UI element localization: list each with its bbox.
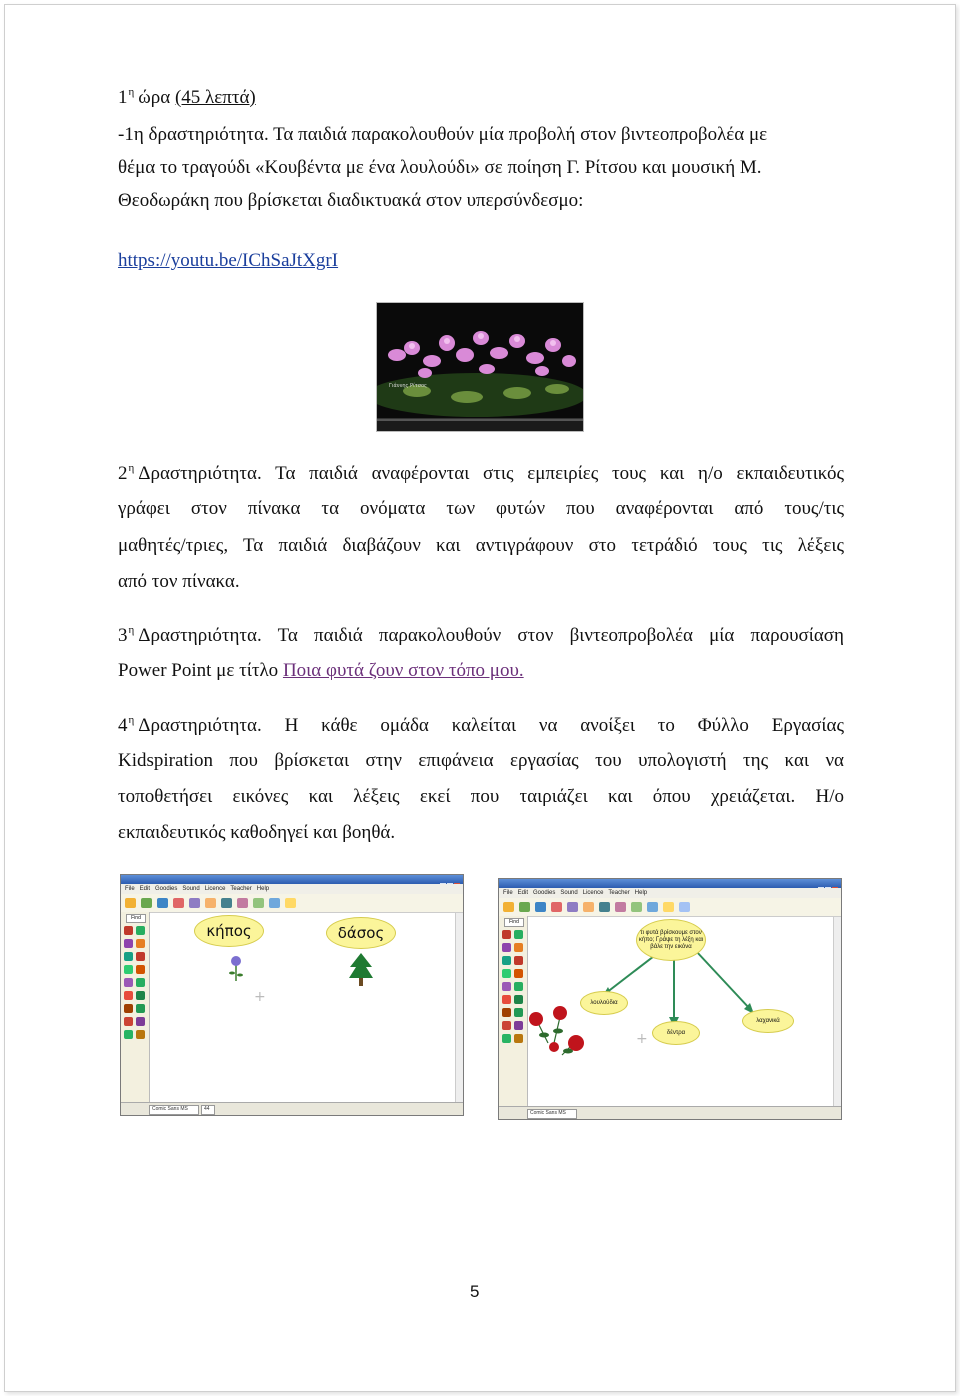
hour-heading: $1^\eta$ ώρα (45 λεπτά) <box>118 86 256 108</box>
node-vegetables: λαχανικά <box>742 1009 794 1033</box>
activity1-line2: θέμα το τραγούδι «Κουβέντα με ένα λουλούδι» σε ποίηση Γ. Ρίτσου και μουσική Μ. <box>118 157 762 178</box>
toolbar <box>499 898 841 917</box>
kidspiration-screenshot-left <box>120 874 464 1116</box>
status-bar: Comic Sans MS 44 <box>121 1102 463 1115</box>
activity3-line2: Power Point με τίτλο Ποια φυτά ζουν στον τόπο μου. <box>118 660 524 681</box>
window-titlebar <box>121 875 463 884</box>
vertical-scrollbar <box>833 917 841 1106</box>
node-trees: δέντρα <box>652 1021 700 1045</box>
kidspiration-screenshot-right <box>498 878 842 1120</box>
flower-icon <box>226 953 246 983</box>
bubble-garden: κήπος <box>194 915 264 947</box>
crosshair-icon: + <box>636 1031 648 1047</box>
activity4-line4: εκπαιδευτικός καθοδηγεί και βοηθά. <box>118 822 396 843</box>
activity4-line2: Kidspiration που βρίσκεται στην επιφάνεια εργασίας του υπολογιστή της και να <box>118 750 844 771</box>
menu-bar: File Edit Goodies Sound Licence Teacher Help <box>499 888 841 898</box>
tree-icon <box>348 953 374 989</box>
toolbar <box>121 894 463 913</box>
diagram-canvas <box>528 917 841 1106</box>
page-number: 5 <box>470 1282 480 1301</box>
diagram-canvas <box>150 913 463 1102</box>
node-flowers: λουλούδια <box>580 991 628 1015</box>
symbol-palette: Find <box>121 912 150 1102</box>
video-caption: Γιάννης Ρίτσος <box>389 383 427 389</box>
crosshair-icon: + <box>254 989 266 1005</box>
activity3-line1: $3^\eta$ Δραστηριότητα. Τα παιδιά παρακολουθούν στον βιντεοπροβολέα μία παρουσίαση <box>118 624 844 646</box>
activity1-line3: Θεοδωράκη που βρίσκεται διαδικτυακά στον υπερσύνδεσμο: <box>118 190 584 211</box>
vertical-scrollbar <box>455 913 463 1102</box>
activity2-line1: $2^\eta$ Δραστηριότητα. Τα παιδιά αναφέρονται στις εμπειρίες τους και η/ο εκπαιδευτικός <box>118 462 844 484</box>
activity2-line3: μαθητές/τριες, Τα παιδιά διαβάζουν και αντιγράφουν στο τετράδιό τους τις λέξεις <box>118 535 844 556</box>
activity2-line4: από τον πίνακα. <box>118 571 240 592</box>
roses-icon <box>518 1003 598 1073</box>
bubble-forest: δάσος <box>326 917 396 949</box>
center-bubble: τι φυτά βρίσκουμε στον κήπο; Γράψε τη λέξη και βάλε την εικόνα <box>636 919 706 961</box>
hour-duration: (45 λεπτά) <box>174 87 256 108</box>
video-controls[interactable] <box>377 418 583 431</box>
menu-bar: File Edit Goodies Sound Licence Teacher Help <box>121 884 463 894</box>
activity2-line2: γράφει στον πίνακα τα ονόματα των φυτών που αναφέρονται από τους/τις <box>118 498 844 519</box>
activity1-line1: -1η δραστηριότητα. Τα παιδιά παρακολουθούν μία προβολή στον βιντεοπροβολέα με <box>118 124 768 145</box>
page-border <box>4 4 956 1392</box>
symbol-palette: Find <box>499 916 528 1106</box>
flowers-image <box>377 303 583 419</box>
activity4-line1: $4^\eta$ Δραστηριότητα. Η κάθε ομάδα καλείται να ανοίξει το Φύλλο Εργασίας <box>118 714 845 736</box>
window-titlebar <box>499 879 841 888</box>
video-thumbnail[interactable] <box>376 302 584 432</box>
activity4-line3: τοποθετήσει εικόνες και λέξεις εκεί που ταιριάζει και όπου χρειάζεται. Η/ο <box>118 786 844 807</box>
video-link[interactable]: https://youtu.be/IChSaJtXgrI <box>118 250 339 271</box>
status-bar: Comic Sans MS <box>499 1106 841 1119</box>
presentation-link[interactable]: Ποια φυτά ζουν στον τόπο μου. <box>282 660 524 681</box>
